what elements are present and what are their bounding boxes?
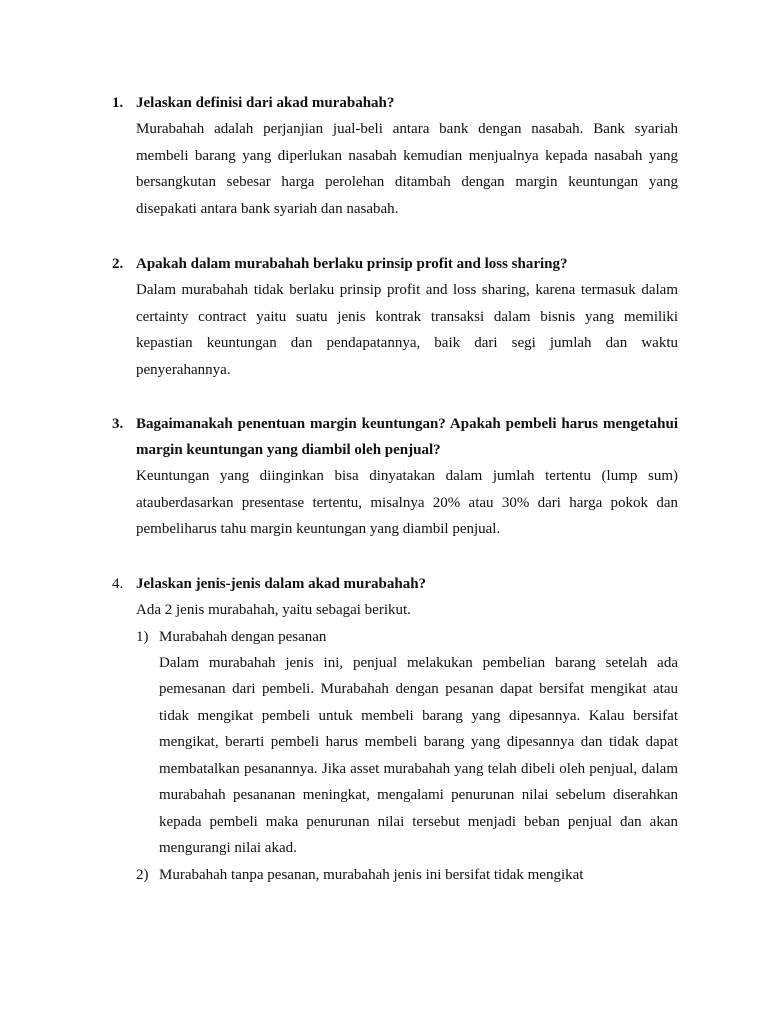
question-answer: Keuntungan yang diinginkan bisa dinyatakan dalam jumlah tertentu (lump sum) atauberdasarkan presentase tertentu, misalnya 20% atau 30% dari harga pokok dan pembeliharus tahu margin keuntungan yang diambil penjual. [136, 468, 678, 537]
sub-item-title: Murabahah tanpa pesanan, murabahah jenis ini bersifat tidak mengikat [159, 866, 584, 883]
question-4 [112, 571, 678, 888]
sub-item-1 [136, 624, 678, 862]
sub-item-body: Dalam murabahah jenis ini, penjual melakukan pembelian barang setelah ada pemesanan dari pembeli. Murabahah dengan pesanan dapat bersifat mengikat atau tidak mengikat pembeli untuk membeli barang yang dipesannya. Kalau bersifat mengikat, berarti pembeli harus membeli barang yang dipesannya dan tidak dapat membatalkan pesanannya. Jika asset murabahah yang telah dibeli oleh penjual, dalam murabahah pesananan meningkat, mengalami penurunan nilai sebelum diserahkan kepada pembeli maka penurunan nilai tersebut menjadi beban penjual dan akan mengurangi nilai akad. [159, 654, 678, 856]
sub-item-number: 2) [136, 866, 149, 883]
question-number: 1. [112, 95, 124, 111]
question-answer: Murabahah adalah perjanjian jual-beli antara bank dengan nasabah. Bank syariah membeli barang yang diperlukan nasabah kemudian menjualnya kepada nasabah yang bersangkutan sebesar harga perolehan ditambah dengan margin keuntungan yang disepakati antara bank syariah dan nasabah. [136, 121, 678, 217]
question-title: Jelaskan jenis-jenis dalam akad murabahah? [136, 576, 427, 592]
question-number: 2. [112, 256, 124, 272]
question-title: Apakah dalam murabahah berlaku prinsip profit and loss sharing? [136, 256, 568, 272]
question-number: 3. [112, 416, 124, 432]
sub-item-2 [136, 862, 678, 888]
question-1 [112, 90, 678, 222]
question-title: Jelaskan definisi dari akad murabahah? [136, 95, 395, 111]
sub-item-number: 1) [136, 628, 149, 645]
question-title: Bagaimanakah penentuan margin keuntungan? Apakah pembeli harus mengetahui margin keuntungan yang diambil oleh penjual? [136, 416, 678, 458]
question-3 [112, 411, 678, 543]
question-intro: Ada 2 jenis murabahah, yaitu sebagai berikut. [136, 602, 411, 618]
question-number: 4. [112, 576, 124, 592]
question-answer: Dalam murabahah tidak berlaku prinsip profit and loss sharing, karena termasuk dalam certainty contract yaitu suatu jenis kontrak transaksi dalam bisnis yang memiliki kepastian keuntungan dan pendapatannya, baik dari segi jumlah dan waktu penyerahannya. [136, 282, 678, 378]
question-2 [112, 251, 678, 383]
sub-item-title: Murabahah dengan pesanan [159, 628, 327, 645]
